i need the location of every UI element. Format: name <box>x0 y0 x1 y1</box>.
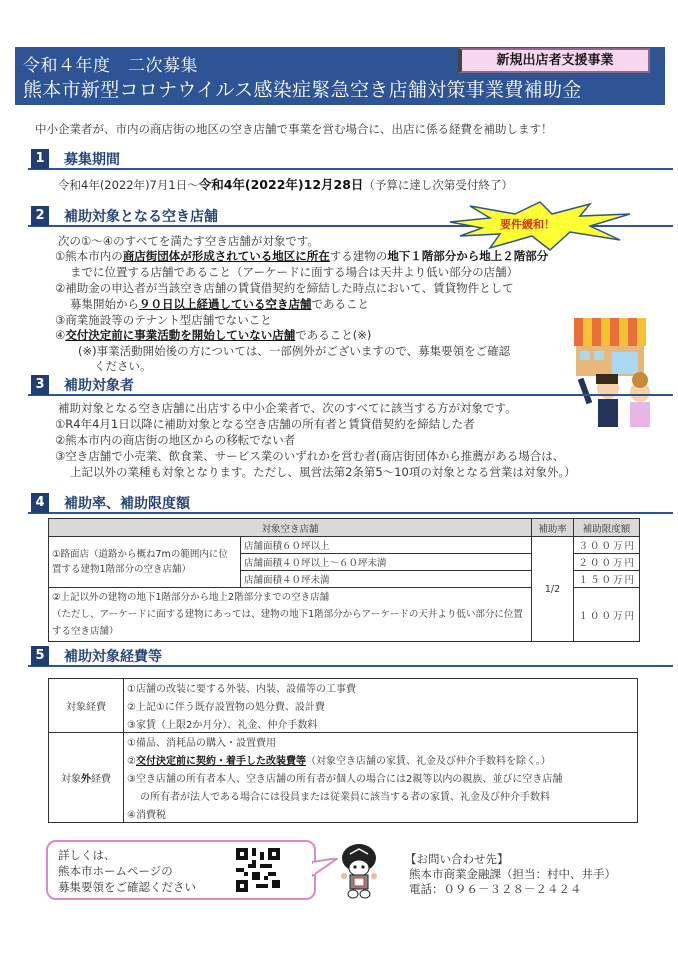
section-title: 募集期間 <box>64 152 120 168</box>
section-number: 4 <box>31 493 49 513</box>
req-emphasis: 交付決定前に事業活動を開始していない店舗 <box>65 328 296 342</box>
period-note: （予算に達し次第受付終了） <box>363 178 513 192</box>
requirement-1 <box>55 249 548 264</box>
applicant-condition-3-cont: 上記以外の業種も対象となります。ただし、風営法第2条第5～10項の対象となる営業は対象外。） <box>70 465 576 479</box>
table-header-row <box>49 519 640 537</box>
item-text: （対象空き店舗の家賃、礼金及び仲介手数料を除く。） <box>305 756 551 767</box>
limit-cell: ３００万円 <box>574 537 640 554</box>
bubble-line: 熊本市ホームページの <box>58 864 173 878</box>
contact-phone[interactable]: 電話：０９６－３２８－２４２４ <box>409 882 582 896</box>
starburst-label: 要件緩和！ <box>500 218 555 231</box>
req-emphasis: 商店街団体が形成されている地区に所在 <box>122 249 330 263</box>
qr-code-icon <box>236 848 280 892</box>
bubble-line: 募集要領をご確認ください <box>58 880 196 894</box>
limit-cell: １００万円 <box>574 588 640 642</box>
mascot-icon <box>336 842 382 902</box>
req-text: であること(※) <box>295 328 372 342</box>
bubble-line: 詳しくは、 <box>58 848 116 862</box>
qr-code[interactable] <box>236 848 280 892</box>
storefront-icon <box>570 318 670 428</box>
applicant-condition-3: ③空き店舗で小売業、飲食業、サービス業のいずれかを営む者(商店街団体から推薦がある場合は、 <box>55 449 565 463</box>
req-text: ④ <box>55 328 66 342</box>
item-emphasis: 交付決定前に契約・着手した改装費等 <box>135 756 306 767</box>
requirements-relaxed-starburst <box>440 200 640 252</box>
section-number: 2 <box>31 206 49 226</box>
section-title: 補助対象者 <box>64 378 134 394</box>
label-part: 経費 <box>91 774 111 785</box>
applicant-condition-1: ①R4年4月1日以降に補助対象となる空き店舗の所有者と賃貸借契約を締結した者 <box>55 417 475 431</box>
area-cell: 店舗面積４０坪未満 <box>241 571 532 588</box>
contact-department: 熊本市商業金融課（担当：村中、井手） <box>409 867 616 881</box>
subsidy-rate-table <box>48 518 640 642</box>
req-emphasis: 地下１階部分から地上２階部分 <box>387 249 549 263</box>
section-4-heading <box>28 492 673 514</box>
application-period <box>58 177 513 193</box>
ineligible-item: ③空き店舗の所有者本人、空き店舗の所有者が個人の場合には2親等以内の親族、並びに空き店舗 <box>124 769 638 787</box>
table-row <box>49 733 638 751</box>
item-text: ② <box>127 756 136 767</box>
area-cell: 店舗面積４０坪以上～６０坪未満 <box>241 554 532 571</box>
table-row <box>49 769 638 787</box>
section-3-heading <box>28 374 673 396</box>
contact-info <box>405 852 616 897</box>
eligible-item: ②上記①に伴う既存設置物の処分費、設計費 <box>124 697 638 715</box>
section-number: 3 <box>31 375 49 395</box>
header-target-store: 対象空き店舗 <box>49 519 532 537</box>
table-row <box>49 715 638 733</box>
section-1-heading <box>28 148 673 170</box>
req-text: 募集開始から <box>70 297 139 311</box>
street-store-label: ①路面店（道路から概ね7mの範囲内に位置する建物1階部分の空き店舗） <box>49 537 241 588</box>
requirement-4 <box>55 328 371 343</box>
requirement-3: ③商業施設等のテナント型店舗でないこと <box>55 313 272 327</box>
intro-text: 中小企業者が、市内の商店街の地区の空き店舗で事業を営む場合に、出店に係る経費を補助します！ <box>35 122 553 136</box>
eligible-item: ①店舗の改装に要する外装、内装、設備等の工事費 <box>124 679 638 697</box>
limit-cell: ２００万円 <box>574 554 640 571</box>
section-3-lead: 補助対象となる空き店舗に出店する中小企業者で、次のすべてに該当する方が対象です。 <box>58 401 517 415</box>
table-row <box>49 787 638 805</box>
table-row <box>49 679 638 697</box>
requirement-note-cont: ください。 <box>94 359 152 373</box>
header-rate: 補助率 <box>532 519 574 537</box>
other-building-cell <box>49 588 532 642</box>
table-row <box>49 751 638 769</box>
section-number: 1 <box>31 149 49 169</box>
requirement-1-cont: までに位置する店舗であること（アーケードに面する場合は天井より低い部分の店舗） <box>70 265 519 279</box>
applicant-condition-2: ②熊本市内の商店街の地区からの移転でない者 <box>55 433 296 447</box>
section-title: 補助対象経費等 <box>64 649 162 665</box>
period-end: 令和4年(2022年)12月28日 <box>198 177 364 192</box>
contact-title: 【お問い合わせ先】 <box>405 852 509 866</box>
ineligible-item-cont: の所有者が法人である場合には役員または従業員に該当する者の家賃、礼金及び仲介手数料 <box>124 787 638 805</box>
requirement-2-cont <box>70 297 369 312</box>
label-part: 対象 <box>61 774 81 785</box>
other-building-label: ②上記以外の建物の地下1階部分から地上2階部分までの空き店舗 <box>52 592 330 603</box>
section-title: 補助率、補助限度額 <box>64 496 190 512</box>
eligible-item: ③家賃（上限2か月分）、礼金、仲介手数料 <box>124 715 638 733</box>
section-title: 補助対象となる空き店舗 <box>64 209 218 225</box>
eligible-label: 対象経費 <box>49 679 124 733</box>
req-text: であること <box>311 297 369 311</box>
period-start: 令和4年(2022年)7月1日～ <box>58 178 199 192</box>
req-emphasis: ９０日以上経過している空き店舗 <box>139 297 312 311</box>
section-number: 5 <box>31 646 49 666</box>
table-row <box>49 537 640 554</box>
requirement-note: (※)事業活動開始後の方については、一部例外がございますので、募集要領をご確認 <box>78 344 511 358</box>
ineligible-label <box>49 733 124 823</box>
program-badge: 新規出店者支援事業 <box>458 48 650 73</box>
bubble-text <box>58 847 196 895</box>
req-text: ①熊本市内の <box>55 249 123 263</box>
title-line-2: 熊本市新型コロナウイルス感染症緊急空き店舗対策事業費補助金 <box>23 79 582 101</box>
area-cell: 店舗面積６０坪以上 <box>241 537 532 554</box>
eligible-expenses-table <box>48 678 638 823</box>
section-5-heading <box>28 645 673 667</box>
ineligible-item <box>124 751 638 769</box>
section-2-lead: 次の①～④のすべてを満たす空き店舗が対象です。 <box>58 234 319 248</box>
title-line-1: 令和４年度 二次募集 <box>23 56 198 76</box>
ineligible-item: ①備品、消耗品の購入・設置費用 <box>124 733 638 751</box>
kumamoto-mascot <box>336 842 382 902</box>
shop-owners-illustration <box>570 318 670 428</box>
table-row <box>49 697 638 715</box>
table-row <box>49 805 638 823</box>
requirement-2: ②補助金の申込者が当該空き店舗の賃貸借契約を締結した時点において、賃貸物件として <box>55 281 514 295</box>
other-building-note: （ただし、アーケードに面する建物にあっては、建物の地下1階部分からアーケードの天井より低い部分に位置する空き店舗） <box>52 609 523 637</box>
bubble-tail-icon <box>312 858 338 882</box>
limit-cell: １５０万円 <box>574 571 640 588</box>
rate-cell: 1/2 <box>532 537 574 642</box>
req-text: する建物の <box>329 249 388 263</box>
label-emphasis: 外 <box>81 774 91 785</box>
header-limit: 補助限度額 <box>574 519 640 537</box>
ineligible-item: ④消費税 <box>124 805 638 823</box>
